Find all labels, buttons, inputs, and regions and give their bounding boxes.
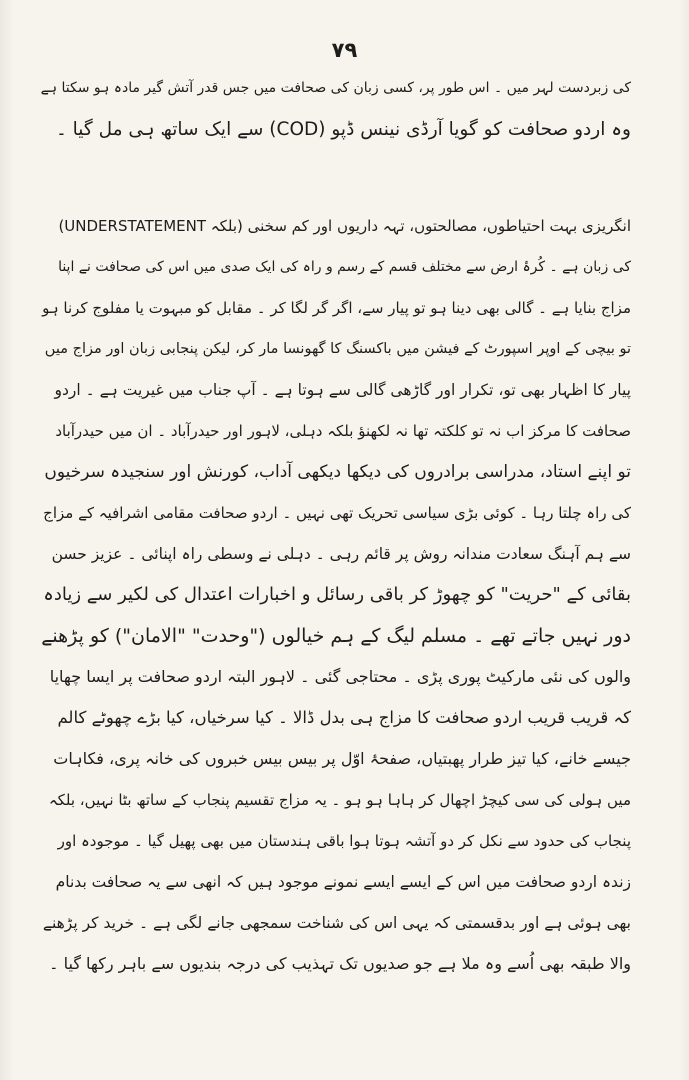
text-line: مزاج بنایا ہے ۔ گالی بھی دینا ہو تو پیار سے، اگر گر لگا کر ۔ مقابل کو مبہوت یا مفلوج کرنا ہو [42,299,631,317]
text-line: کی راہ چلتا رہا ۔ کوئی بڑی سیاسی تحریک تھی نہیں ۔ اردو صحافت مقامی اشرافیہ کے مزاج [43,504,631,522]
text-line: بھی ہوئی ہے اور بدقسمتی کہ یہی اس کی شناخت سمجھی جانے لگی ہے ۔ خرید کر پڑھنے [42,914,631,932]
text-line: پیار کا اظہار بھی تو، تکرار اور گاڑھی گالی سے ہوتا ہے ۔ آپ جناب میں غیریت ہے ۔ اردو [54,381,631,399]
text-line: میں ہولی کی سی کیچڑ اچھال کر ہاہا ہو ہو ۔ یہ مزاج تقسیم پنجاب کے ساتھ بٹا نہیں، بلکہ [48,791,631,809]
text-line: کہ قریب قریب اردو صحافت کا مزاج ہی بدل ڈالا ۔ کیا سرخیاں، کیا بڑے چھوٹے کالم [57,708,631,727]
text-line: صحافت کا مرکز اب نہ تو کلکتہ تھا نہ لکھنؤ بلکہ دہلی، لاہور اور حیدرآباد ۔ ان میں حیدرآباد [55,422,631,440]
text-line: دور نہیں جاتے تھے ۔ مسلم لیگ کے ہم خیالوں ("وحدت" "الامان") کو پڑھنے [41,625,631,647]
text-line: بقائی کے "حریت" کو چھوڑ کر باقی رسائل و اخبارات اعتدال کی لکیر سے زیادہ [43,584,631,605]
text-line: والوں کی نئی مارکیٹ پوری پڑی ۔ محتاجی گئی ۔ لاہور البتہ اردو صحافت پر ایسا چھایا [49,667,631,686]
page-number: ۷۹ [331,38,358,62]
text-line: پنجاب کی حدود سے نکل کر دو آتشہ ہوتا ہوا باقی ہندستان میں بھی پھیل گیا ۔ موجودہ اور [57,832,631,850]
text-line: تو بیچی کے اوپر اسپورٹ کے فیشن میں باکسنگ کا گھونسا مار کر، لیکن پنجابی زبان اور مزاج میں [44,341,631,357]
text-line: والا طبقہ بھی اُسے وہ ملا ہے جو صدیوں تک تہذیب کی درجہ بندیوں سے باہر رکھا گیا ۔ [49,954,631,973]
text-line: کی زبان ہے ۔ کُرۂ ارض سے مختلف قسم کے رسم و راہ کی ایک صدی میں اس کی صحافت نے اپنا [58,259,631,275]
text-line: کی زبردست لہر میں ۔ اس طور پر، کسی زبان کی صحافت میں جس قدر آتش گیر مادہ ہو سکتا ہے [41,80,631,96]
text-line: وہ اردو صحافت کو گویا آرڈی نینس ڈپو (COD) سے ایک ساتھ ہی مل گیا ۔ [55,119,631,140]
text-line: زندہ اردو صحافت میں اس کے ایسے ایسے نمونے موجود ہیں کہ انھی سے یہ صحافت بدنام [55,873,631,891]
text-line: تو اپنے استاد، مدراسی برادروں کی دیکھا دیکھی آداب، کورنش اور سنجیدہ سرخیوں [44,462,631,482]
text-line: جیسے خانے، کیا تیز طرار پھبتیاں، صفحۂ اوّل پر بیس بیس خبروں کی خانہ پری، فکاہات [53,749,631,768]
text-line: سے ہم آہنگ سعادت مندانہ روش پر قائم رہی ۔ دہلی نے وسطی راہ اپنائی ۔ عزیز حسن [51,545,631,563]
text-line: انگریزی بہت احتیاطوں، مصالحتوں، تہہ داریوں اور کم سخنی (بلکہ UNDERSTATEMENT) [58,217,631,235]
